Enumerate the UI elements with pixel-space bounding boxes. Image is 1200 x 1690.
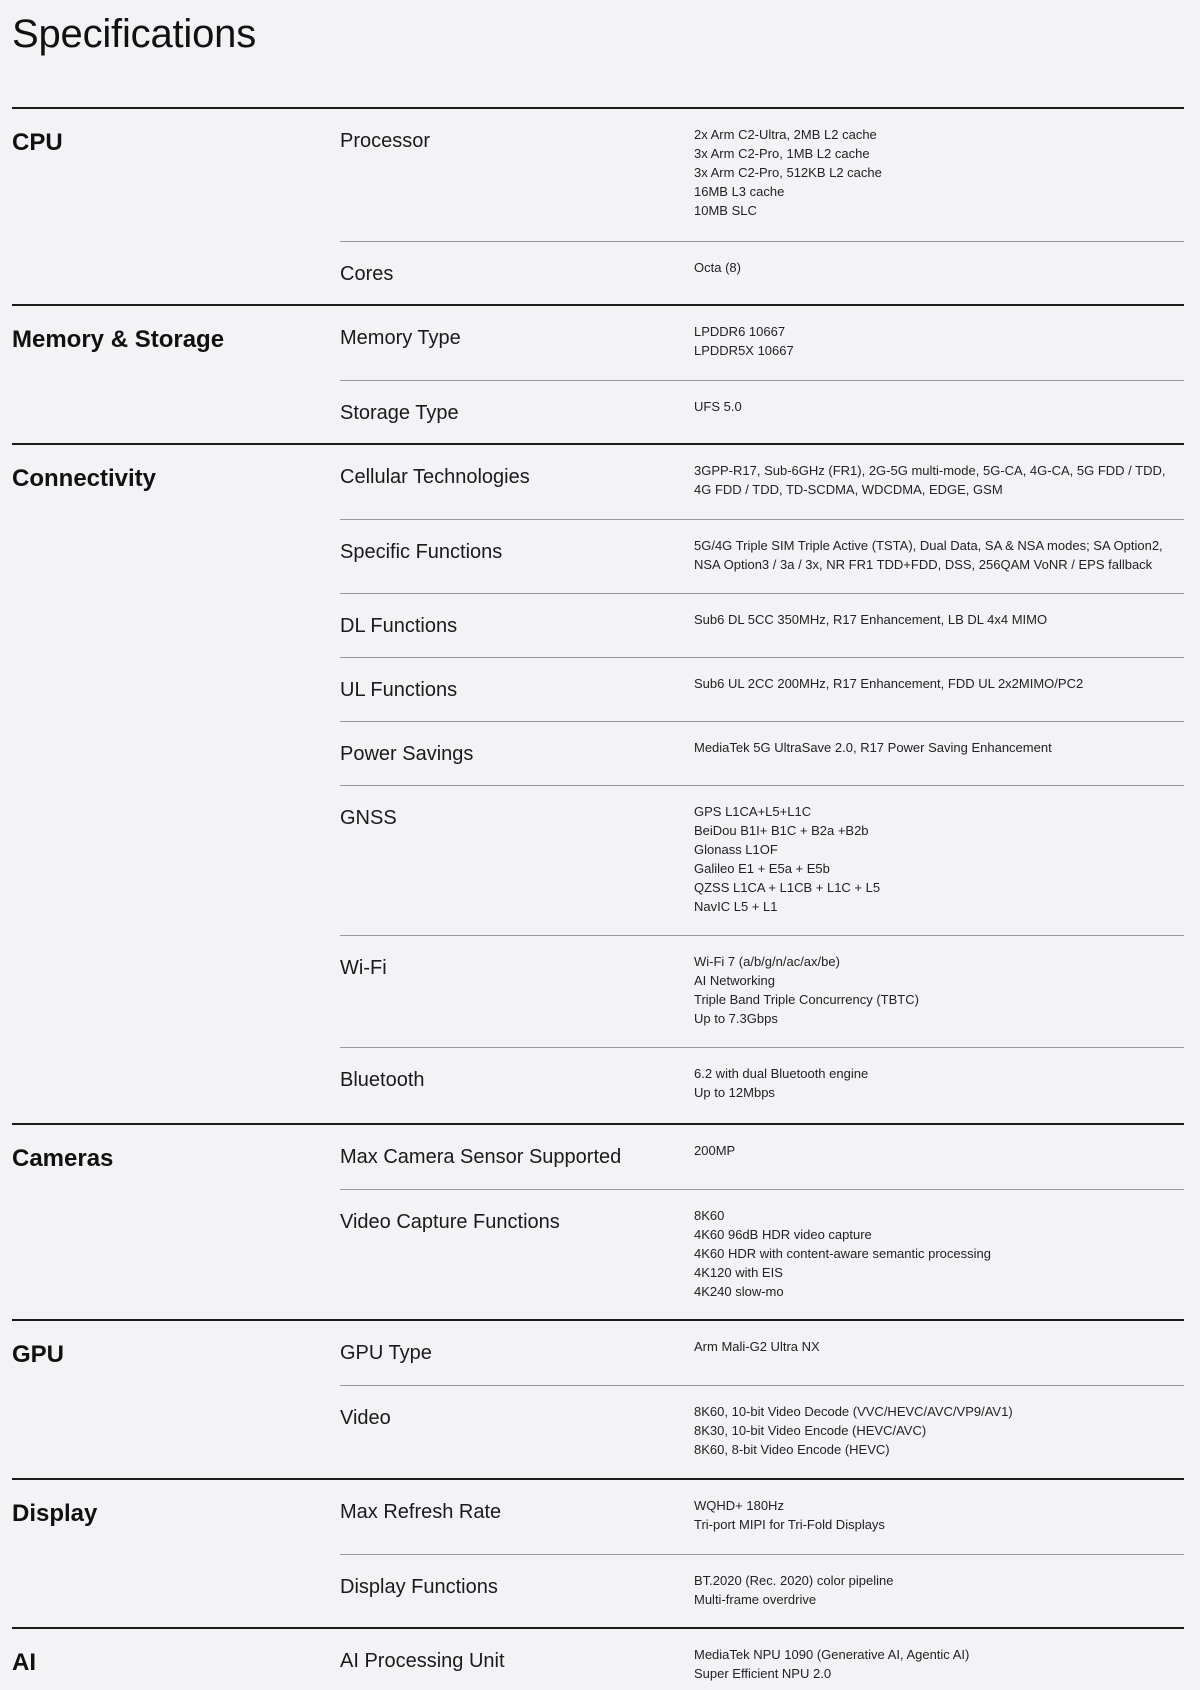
section-title: GPU [12, 1341, 65, 1368]
spec-value-list [694, 1496, 1184, 1534]
spec-value: 10MB SLC [694, 203, 757, 218]
spec-label: Video Capture Functions [340, 1211, 560, 1233]
spec-section [12, 107, 1184, 306]
spec-value: UFS 5.0 [694, 399, 742, 414]
spec-value-list [694, 952, 1184, 1028]
spec-row [340, 1480, 1184, 1554]
spec-value-list [694, 125, 1184, 220]
spec-value: AI Networking [694, 973, 775, 988]
spec-row [340, 657, 1184, 722]
spec-value-list [694, 1206, 1184, 1301]
spec-section [12, 304, 1184, 445]
spec-label: UL Functions [340, 679, 458, 701]
spec-value: MediaTek NPU 1090 (Generative AI, Agentic AI) [694, 1647, 970, 1662]
section-title: Cameras [12, 1145, 114, 1172]
spec-value-list [694, 610, 1184, 629]
spec-value-list [694, 536, 1184, 574]
spec-value-list [694, 802, 1184, 916]
spec-value-list [694, 461, 1184, 499]
spec-value: 4K60 96dB HDR video capture [694, 1227, 872, 1242]
spec-row [340, 109, 1184, 241]
page-title: Specifications [12, 12, 256, 56]
spec-label: Specific Functions [340, 541, 503, 563]
spec-row [340, 241, 1184, 307]
spec-value: BT.2020 (Rec. 2020) color pipeline [694, 1573, 894, 1588]
spec-value: 3GPP-R17, Sub-6GHz (FR1), 2G-5G multi-mode, 5G-CA, 4G-CA, 5G FDD / TDD, 4G FDD / TDD, TD-SCDMA, WDCDMA, EDGE, GSM [694, 463, 1166, 497]
spec-value-list [694, 258, 1184, 277]
spec-label: Max Camera Sensor Supported [340, 1146, 622, 1168]
spec-value-list [694, 397, 1184, 416]
spec-label: Cellular Technologies [340, 466, 530, 488]
spec-value: 4K60 HDR with content-aware semantic processing [694, 1246, 991, 1261]
spec-value-list [694, 738, 1184, 757]
spec-value: 200MP [694, 1143, 736, 1158]
spec-value: BeiDou B1I+ B1C + B2a +B2b [694, 823, 869, 838]
spec-value: Super Efficient NPU 2.0 [694, 1666, 832, 1681]
spec-value: Glonass L1OF [694, 842, 778, 857]
spec-row [340, 1629, 1184, 1690]
spec-row [340, 1321, 1184, 1385]
spec-label: Display Functions [340, 1576, 498, 1598]
spec-value-list [694, 1064, 1184, 1102]
section-title: CPU [12, 129, 63, 156]
spec-label: Wi-Fi [340, 957, 387, 979]
section-title: Memory & Storage [12, 326, 225, 353]
spec-row [340, 1554, 1184, 1630]
spec-section [12, 443, 1184, 1125]
spec-value: MediaTek 5G UltraSave 2.0, R17 Power Saving Enhancement [694, 740, 1052, 755]
spec-label: Power Savings [340, 743, 474, 765]
spec-value: LPDDR5X 10667 [694, 343, 794, 358]
spec-value: NavIC L5 + L1 [694, 899, 778, 914]
spec-row [340, 721, 1184, 786]
spec-value: 2x Arm C2-Ultra, 2MB L2 cache [694, 127, 877, 142]
section-title: AI [12, 1649, 36, 1676]
spec-value-list [694, 322, 1184, 360]
spec-label: Storage Type [340, 402, 459, 424]
spec-value: Galileo E1 + E5a + E5b [694, 861, 830, 876]
spec-value-list [694, 1402, 1184, 1459]
spec-section [12, 1319, 1184, 1480]
spec-label: Processor [340, 130, 431, 152]
spec-value-list [694, 1571, 1184, 1609]
spec-value-list [694, 1337, 1184, 1356]
spec-row [340, 306, 1184, 380]
spec-section [12, 1478, 1184, 1629]
spec-value: 5G/4G Triple SIM Triple Active (TSTA), Dual Data, SA & NSA modes; SA Option2, NSA Option3 / 3a / 3x, NR FR1 TDD+FDD, DSS, 256QAM VoNR / EPS fallback [694, 538, 1163, 572]
spec-row [340, 1047, 1184, 1126]
spec-value: 8K60 [694, 1208, 725, 1223]
spec-value: 8K60, 8-bit Video Encode (HEVC) [694, 1442, 890, 1457]
spec-row [340, 593, 1184, 658]
spec-value: Arm Mali-G2 Ultra NX [694, 1339, 820, 1354]
spec-label: Cores [340, 263, 394, 285]
spec-value-list [694, 1645, 1184, 1683]
spec-value: 8K30, 10-bit Video Encode (HEVC/AVC) [694, 1423, 927, 1438]
spec-value: Wi-Fi 7 (a/b/g/n/ac/ax/be) [694, 954, 840, 969]
spec-value: 8K60, 10-bit Video Decode (VVC/HEVC/AVC/VP9/AV1) [694, 1404, 1013, 1419]
spec-value: 4K120 with EIS [694, 1265, 783, 1280]
spec-value: LPDDR6 10667 [694, 324, 786, 339]
spec-value: 3x Arm C2-Pro, 512KB L2 cache [694, 165, 882, 180]
spec-value: Sub6 DL 5CC 350MHz, R17 Enhancement, LB DL 4x4 MIMO [694, 612, 1048, 627]
spec-row [340, 785, 1184, 936]
section-title: Connectivity [12, 465, 157, 492]
spec-label: DL Functions [340, 615, 458, 637]
spec-row [340, 1385, 1184, 1481]
spec-label: Video [340, 1407, 391, 1429]
spec-label: Bluetooth [340, 1069, 425, 1091]
spec-row [340, 935, 1184, 1048]
spec-value-list [694, 674, 1184, 693]
spec-value: QZSS L1CA + L1CB + L1C + L5 [694, 880, 881, 895]
spec-section [12, 1123, 1184, 1321]
spec-label: AI Processing Unit [340, 1650, 505, 1672]
spec-label: GNSS [340, 807, 397, 829]
spec-value: WQHD+ 180Hz [694, 1498, 784, 1513]
spec-value: Octa (8) [694, 260, 741, 275]
spec-value: 4K240 slow-mo [694, 1284, 784, 1299]
section-title: Display [12, 1500, 98, 1527]
spec-value: Up to 12Mbps [694, 1085, 775, 1100]
spec-value: Multi-frame overdrive [694, 1592, 817, 1607]
spec-row [340, 519, 1184, 594]
spec-row [340, 1125, 1184, 1189]
spec-label: GPU Type [340, 1342, 432, 1364]
spec-row [340, 445, 1184, 519]
spec-value-list [694, 1141, 1184, 1160]
spec-value: 16MB L3 cache [694, 184, 785, 199]
spec-label: Memory Type [340, 327, 461, 349]
spec-value: GPS L1CA+L5+L1C [694, 804, 812, 819]
spec-section [12, 1627, 1184, 1690]
spec-value: 3x Arm C2-Pro, 1MB L2 cache [694, 146, 870, 161]
spec-value: Up to 7.3Gbps [694, 1011, 778, 1026]
spec-row [340, 380, 1184, 446]
spec-value: Tri-port MIPI for Tri-Fold Displays [694, 1517, 885, 1532]
spec-row [340, 1189, 1184, 1322]
spec-label: Max Refresh Rate [340, 1501, 502, 1523]
spec-value: Triple Band Triple Concurrency (TBTC) [694, 992, 919, 1007]
spec-value: 6.2 with dual Bluetooth engine [694, 1066, 869, 1081]
spec-value: Sub6 UL 2CC 200MHz, R17 Enhancement, FDD UL 2x2MIMO/PC2 [694, 676, 1084, 691]
